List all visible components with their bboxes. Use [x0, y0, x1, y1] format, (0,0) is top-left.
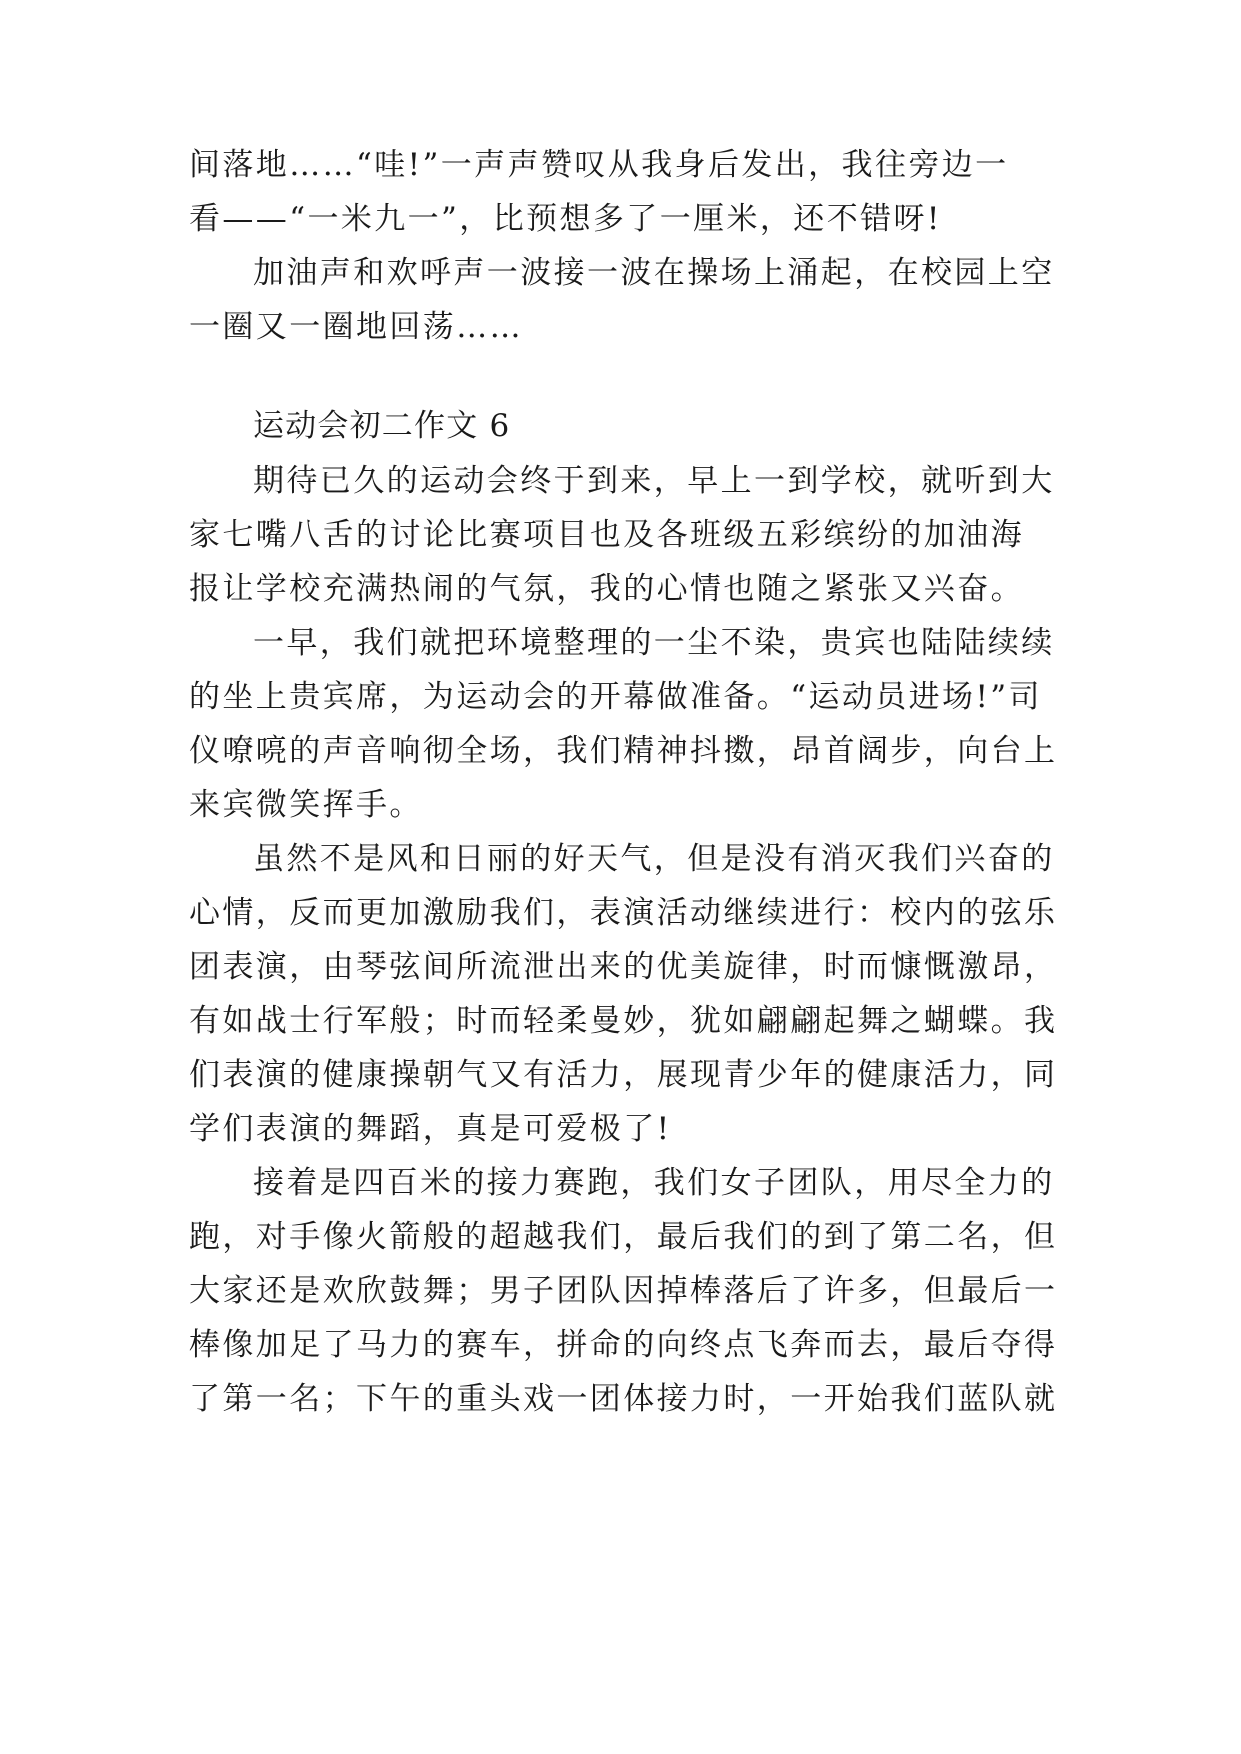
paragraph-start-line: 一早，我们就把环境整理的一尘不染，贵宾也陆陆续续	[253, 625, 1055, 661]
text-line: 报让学校充满热闹的气氛，我的心情也随之紧张又兴奋。	[189, 571, 1024, 607]
text-line: 看——“一米九一”，比预想多了一厘米，还不错呀!	[189, 201, 942, 237]
text-line: 们表演的健康操朝气又有活力，展现青少年的健康活力，同	[189, 1057, 1058, 1093]
section-heading: 运动会初二作文 6	[253, 408, 511, 444]
text-line: 跑，对手像火箭般的超越我们，最后我们的到了第二名，但	[189, 1219, 1058, 1255]
paragraph-start-line: 期待已久的运动会终于到来，早上一到学校，就听到大	[253, 463, 1055, 499]
text-line: 来宾微笑挥手。	[189, 787, 423, 823]
text-line: 间落地……“哇!”一声声赞叹从我身后发出，我往旁边一	[189, 147, 1009, 183]
text-line: 了第一名；下午的重头戏一团体接力时，一开始我们蓝队就	[189, 1381, 1058, 1417]
text-line: 的坐上贵宾席，为运动会的开幕做准备。“运动员进场!”司	[189, 679, 1042, 715]
paragraph-start-line: 加油声和欢呼声一波接一波在操场上涌起，在校园上空	[253, 255, 1055, 291]
text-line: 学们表演的舞蹈，真是可爱极了!	[189, 1111, 672, 1147]
text-line: 一圈又一圈地回荡……	[189, 309, 523, 345]
text-line: 家七嘴八舌的讨论比赛项目也及各班级五彩缤纷的加油海	[189, 517, 1024, 553]
text-line: 棒像加足了马力的赛车，拼命的向终点飞奔而去，最后夺得	[189, 1327, 1058, 1363]
text-line: 大家还是欢欣鼓舞；男子团队因掉棒落后了许多，但最后一	[189, 1273, 1058, 1309]
paragraph-start-line: 接着是四百米的接力赛跑，我们女子团队，用尽全力的	[253, 1165, 1055, 1201]
text-line: 团表演，由琴弦间所流泄出来的优美旋律，时而慷慨激昂，	[189, 949, 1058, 985]
text-line: 有如战士行军般；时而轻柔曼妙，犹如翩翩起舞之蝴蝶。我	[189, 1003, 1058, 1039]
paragraph-start-line: 虽然不是风和日丽的好天气，但是没有消灭我们兴奋的	[253, 841, 1055, 877]
text-line: 仪嘹喨的声音响彻全场，我们精神抖擞，昂首阔步，向台上	[189, 733, 1058, 769]
text-line: 心情，反而更加激励我们，表演活动继续进行：校内的弦乐	[189, 895, 1058, 931]
